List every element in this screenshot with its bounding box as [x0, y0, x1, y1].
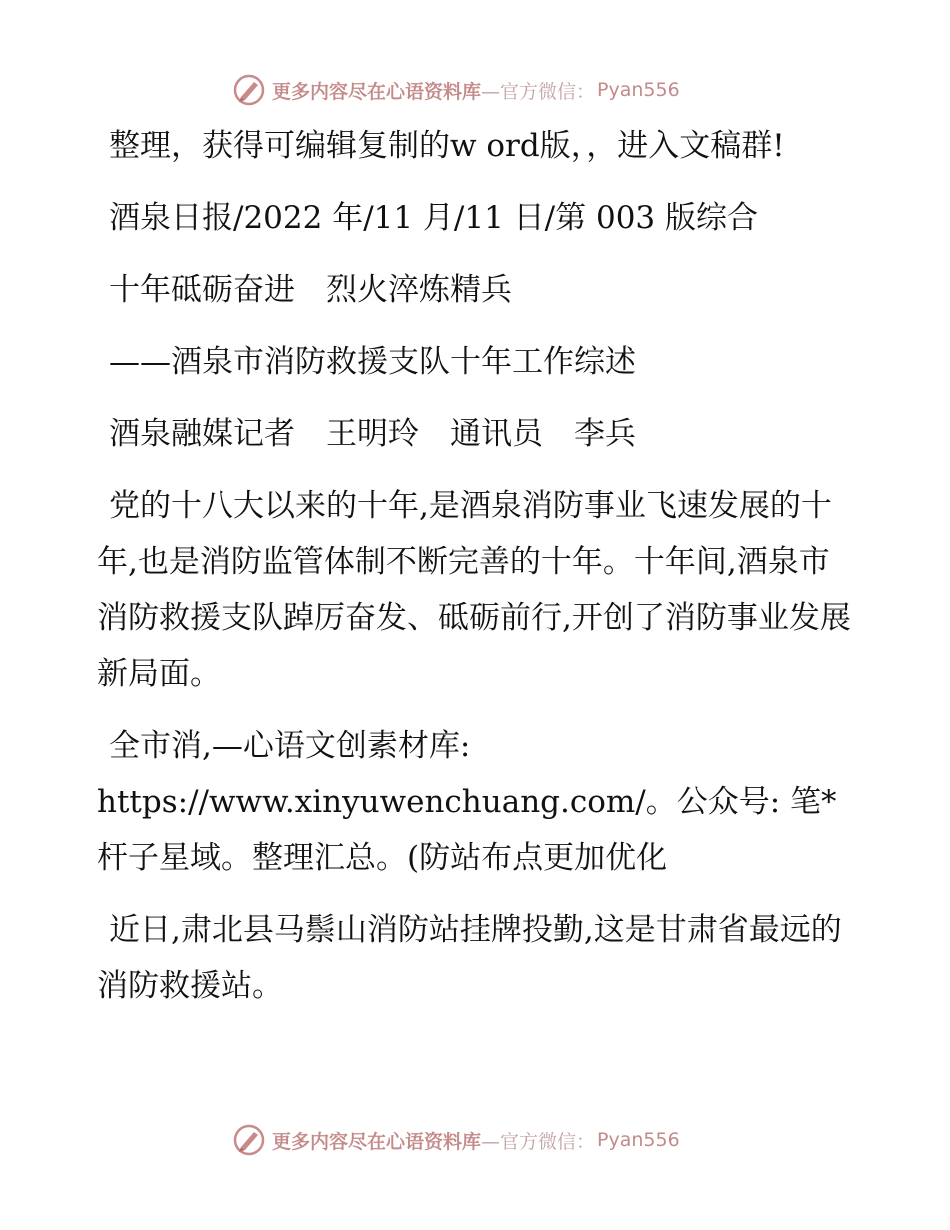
document-body [97, 118, 857, 1014]
watermark-brand: 更多内容尽在心语资料库 [272, 80, 482, 103]
watermark-wechat-id: Pyan556 [597, 79, 680, 101]
pen-logo-icon [232, 73, 266, 107]
paragraph-news: 近日,肃北县马鬃山消防站挂牌投勤,这是甘肃省最远的消防救援站。 [97, 912, 842, 1004]
paragraph-lead: 党的十八大以来的十年,是酒泉消防事业飞速发展的十年,也是消防监管体制不断完善的十年。十年间,酒泉市消防救援支队踔厉奋发、砥砺前行,开创了消防事业发展新局面。 [97, 488, 851, 692]
article-subtitle: ——酒泉市消防救援支队十年工作综述 [109, 344, 636, 380]
paragraph-intro: 整理，获得可编辑复制的w ord版，，进入文稿群! [109, 128, 785, 164]
paragraph-notice: 全市消,—心语文创素材库: https://www.xinyuwenchuang.com/。公众号: 笔*杆子星域。整理汇总。(防站布点更加优化 [97, 728, 837, 876]
source-line: 酒泉日报/2022 年/11 月/11 日/第 003 版综合 [109, 200, 759, 236]
pen-logo-icon [232, 1123, 266, 1157]
footer-watermark [232, 1120, 752, 1160]
watermark-brand: 更多内容尽在心语资料库 [272, 1130, 482, 1153]
watermark-label: —官方微信： [481, 1130, 596, 1153]
watermark-label: —官方微信： [481, 80, 596, 103]
article-title: 十年砥砺奋进 烈火淬炼精兵 [109, 272, 512, 308]
watermark-wechat-id: Pyan556 [597, 1129, 680, 1151]
header-watermark [232, 70, 752, 110]
byline: 酒泉融媒记者 王明玲 通讯员 李兵 [109, 416, 636, 452]
